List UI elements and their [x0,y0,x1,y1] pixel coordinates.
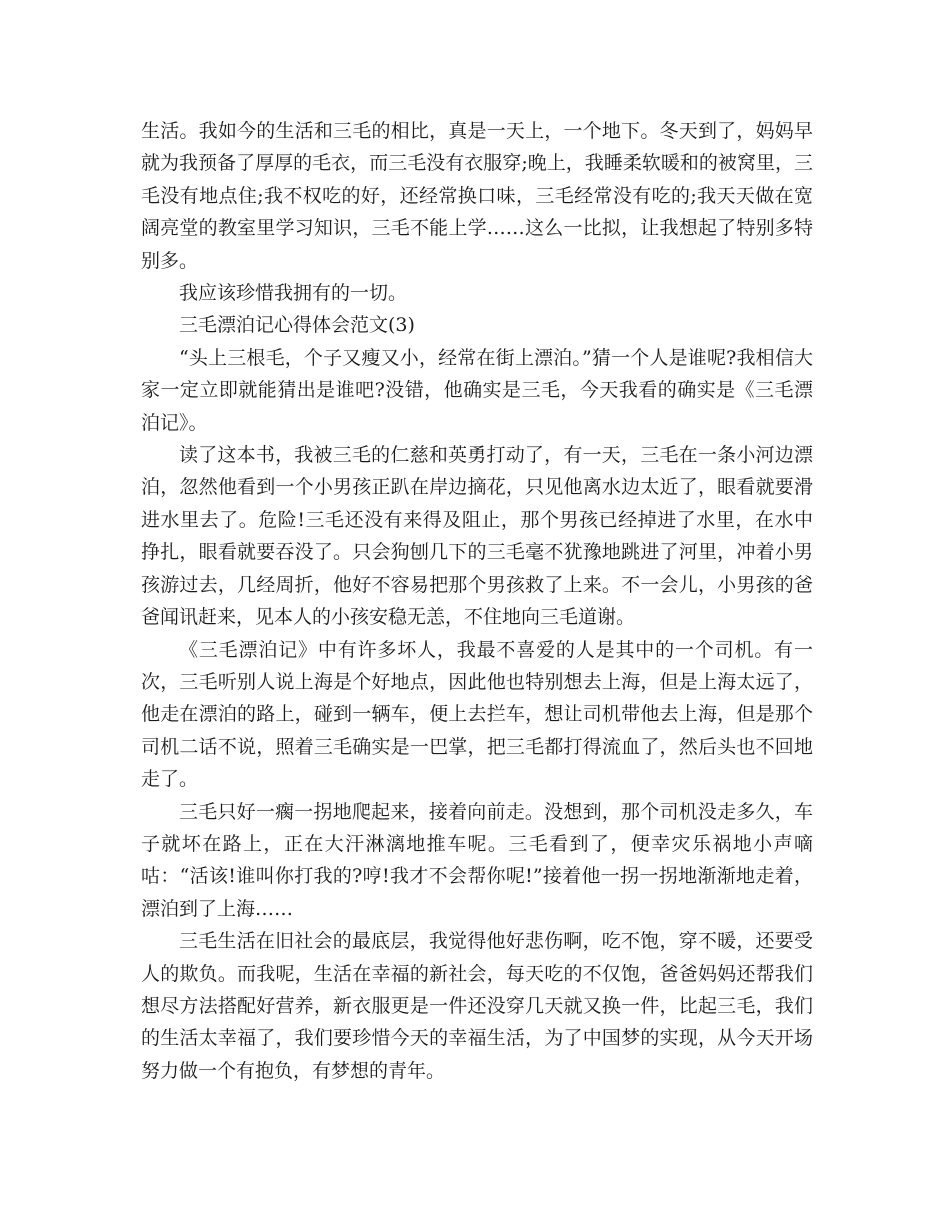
paragraph-reflection: 三毛生活在旧社会的最底层，我觉得他好悲伤啊，吃不饱，穿不暖，还要受人的欺负。而我呢，生活在幸福的新社会，每天吃的不仅饱，爸爸妈妈还帮我们想尽方法搭配好营养，新衣服更是一件还没穿几天就又换一件，比起三毛，我们的生活太幸福了，我们要珍惜今天的幸福生活，为了中国梦的实现，从今天开场努力做一个有抱负，有梦想的青年。 [141,930,813,1082]
paragraph-driver: 《三毛漂泊记》中有许多坏人，我最不喜爱的人是其中的一个司机。有一次，三毛听别人说上海是个好地点，因此他也特别想去上海，但是上海太远了，他走在漂泊的路上，碰到一辆车，便上去拦车，想让司机带他去上海，但是那个司机二话不说，照着三毛确实是一巴掌，把三毛都打得流血了，然后头也不回地走了。 [141,638,813,791]
section-heading: 三毛漂泊记心得体会范文(3) [179,314,415,337]
paragraph-riddle: “头上三根毛，个子又瘦又小，经常在街上漂泊。”猜一个人是谁呢?我相信大家一定立即就能猜出是谁吧?没错，他确实是三毛，今天我看的确实是《三毛漂泊记》。 [141,346,813,434]
paragraph-shanghai: 三毛只好一瘸一拐地爬起来，接着向前走。没想到，那个司机没走多久，车子就坏在路上，正在大汗淋漓地推车呢。三毛看到了，便幸灾乐祸地小声嘀咕：“活该!谁叫你打我的?哼!我才不会帮你呢!”接着他一拐一拐地渐渐地走着，漂泊到了上海…… [141,800,813,920]
document-body [141,115,813,1087]
paragraph-rescue: 读了这本书，我被三毛的仁慈和英勇打动了，有一天，三毛在一条小河边漂泊，忽然他看到一个小男孩正趴在岸边摘花，只见他离水边太近了，眼看就要滑进水里去了。危险!三毛还没有来得及阻止，那个男孩已经掉进了水里，在水中挣扎，眼看就要吞没了。只会狗刨几下的三毛毫不犹豫地跳进了河里，冲着小男孩游过去，几经周折，他好不容易把那个男孩救了上来。不一会儿，小男孩的爸爸闻讯赶来，见本人的小孩安稳无恙，不住地向三毛道谢。 [141,444,813,629]
paragraph-cherish: 我应该珍惜我拥有的一切。 [179,282,408,305]
paragraph-continuation: 生活。我如今的生活和三毛的相比，真是一天上，一个地下。冬天到了，妈妈早就为我预备了厚厚的毛衣，而三毛没有衣服穿;晚上，我睡柔软暖和的被窝里，三毛没有地点住;我不权吃的好，还经常换口味，三毛经常没有吃的;我天天做在宽阔亮堂的教室里学习知识，三毛不能上学……这么一比拟，让我想起了特别多特别多。 [141,120,813,272]
